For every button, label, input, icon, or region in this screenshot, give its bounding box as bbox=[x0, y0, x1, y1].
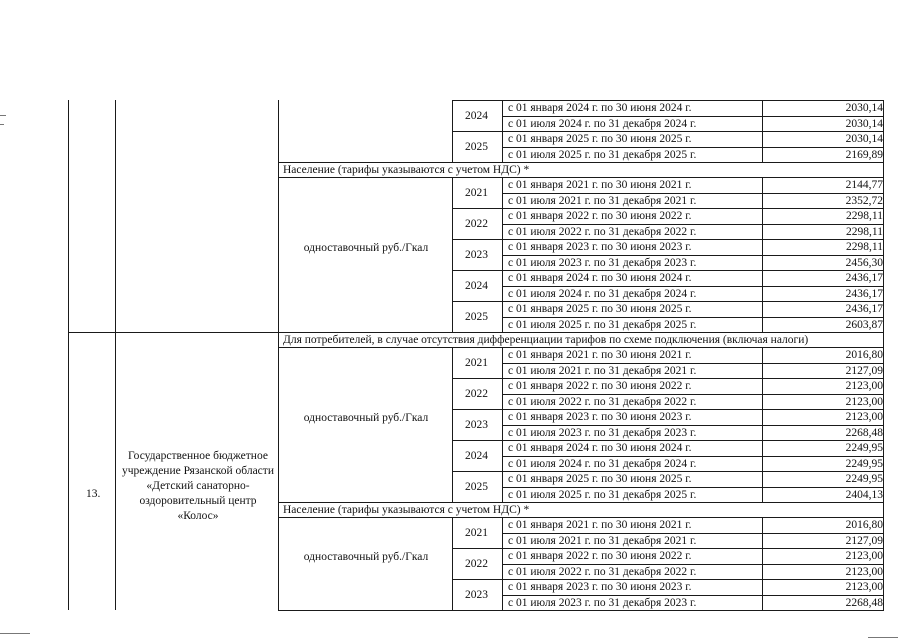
period-cell: с 01 января 2023 г. по 30 июня 2023 г. bbox=[508, 241, 692, 253]
scan-mark bbox=[0, 124, 4, 125]
year-cell: 2025 bbox=[465, 480, 488, 493]
column-rule-year bbox=[452, 347, 453, 502]
period-cell: с 01 января 2022 г. по 30 июня 2022 г. bbox=[508, 550, 692, 562]
column-rule-year bbox=[452, 177, 453, 332]
period-cell: с 01 июля 2024 г. по 31 декабря 2024 г. bbox=[508, 457, 697, 470]
period-cell: с 01 июля 2023 г. по 31 декабря 2023 г. bbox=[508, 426, 697, 439]
year-cell: 2021 bbox=[465, 186, 488, 199]
year-cell: 2023 bbox=[465, 588, 488, 601]
tariff-value-cell: 2268,48 bbox=[845, 596, 883, 609]
year-cell: 2024 bbox=[465, 109, 488, 122]
tariff-value-cell: 2030,14 bbox=[845, 102, 883, 114]
period-cell: с 01 января 2024 г. по 30 июня 2024 г. bbox=[508, 272, 692, 284]
tariff-value-cell: 2144,77 bbox=[845, 179, 883, 191]
year-cell: 2021 bbox=[465, 356, 488, 369]
period-cell: с 01 января 2025 г. по 30 июня 2025 г. bbox=[508, 473, 692, 485]
tariff-value-cell: 2123,00 bbox=[845, 565, 883, 578]
period-cell: с 01 июля 2022 г. по 31 декабря 2022 г. bbox=[508, 395, 697, 408]
year-cell: 2022 bbox=[465, 557, 488, 570]
column-rule-number bbox=[68, 100, 69, 610]
period-cell: с 01 января 2023 г. по 30 июня 2023 г. bbox=[508, 581, 692, 593]
period-cell: с 01 июля 2025 г. по 31 декабря 2025 г. bbox=[508, 148, 697, 161]
row-number-cell: 13. bbox=[86, 488, 101, 500]
period-cell: с 01 января 2021 г. по 30 июня 2021 г. bbox=[508, 349, 692, 361]
period-cell: с 01 июля 2024 г. по 31 декабря 2024 г. bbox=[508, 287, 697, 300]
tariff-value-cell: 2436,17 bbox=[845, 303, 883, 315]
tariff-value-cell: 2436,17 bbox=[845, 287, 883, 300]
tariff-value-cell: 2298,11 bbox=[846, 241, 883, 253]
tariff-value-cell: 2123,00 bbox=[845, 395, 883, 408]
tariff-value-cell: 2030,14 bbox=[845, 117, 883, 130]
year-cell: 2025 bbox=[465, 310, 488, 323]
year-cell: 2023 bbox=[465, 248, 488, 261]
scan-mark bbox=[868, 637, 898, 638]
scan-mark bbox=[0, 115, 6, 116]
column-rule-value bbox=[762, 517, 763, 610]
tariff-method-cell: одноставочный руб./Гкал bbox=[303, 411, 429, 424]
tariff-value-cell: 2352,72 bbox=[845, 194, 883, 207]
tariff-value-cell: 2249,95 bbox=[845, 473, 883, 485]
period-cell: с 01 июля 2025 г. по 31 декабря 2025 г. bbox=[508, 488, 697, 501]
period-cell: с 01 января 2025 г. по 30 июня 2025 г. bbox=[508, 303, 692, 315]
column-rule-period bbox=[502, 177, 503, 332]
year-cell: 2024 bbox=[465, 279, 488, 292]
year-cell: 2023 bbox=[465, 418, 488, 431]
period-cell: с 01 января 2025 г. по 30 июня 2025 г. bbox=[508, 133, 692, 145]
tariff-value-cell: 2127,09 bbox=[845, 534, 883, 547]
tariff-method-cell: одноставочный руб./Гкал bbox=[303, 550, 429, 563]
period-cell: с 01 июля 2021 г. по 31 декабря 2021 г. bbox=[508, 534, 697, 547]
tariff-value-cell: 2603,87 bbox=[845, 318, 883, 331]
column-rule-value bbox=[762, 177, 763, 332]
tariff-value-cell: 2127,09 bbox=[845, 364, 883, 377]
column-rule-period bbox=[502, 517, 503, 610]
year-cell: 2024 bbox=[465, 449, 488, 462]
tariff-value-cell: 2169,89 bbox=[845, 148, 883, 161]
year-cell: 2022 bbox=[465, 387, 488, 400]
tariff-value-cell: 2016,80 bbox=[845, 519, 883, 531]
period-cell: с 01 июля 2025 г. по 31 декабря 2025 г. bbox=[508, 318, 697, 331]
tariff-method-cell: одноставочный руб./Гкал bbox=[303, 241, 429, 254]
column-rule-period bbox=[502, 347, 503, 502]
period-cell: с 01 января 2022 г. по 30 июня 2022 г. bbox=[508, 210, 692, 222]
period-cell: с 01 июля 2023 г. по 31 декабря 2023 г. bbox=[508, 596, 697, 609]
tariff-value-cell: 2123,00 bbox=[845, 380, 883, 392]
organization-name-cell: Государственное бюджетное учреждение Рязанской области «Детский санаторно-оздоровительный центр «Колос» bbox=[122, 450, 274, 522]
section-heading: Население (тарифы указываются с учетом НДС) * bbox=[283, 503, 530, 516]
tariff-value-cell: 2123,00 bbox=[845, 581, 883, 593]
tariff-value-cell: 2030,14 bbox=[845, 133, 883, 145]
tariff-value-cell: 2298,11 bbox=[846, 225, 883, 238]
period-cell: с 01 июля 2021 г. по 31 декабря 2021 г. bbox=[508, 194, 697, 207]
year-cell: 2025 bbox=[465, 140, 488, 153]
tariff-value-cell: 2268,48 bbox=[845, 426, 883, 439]
tariff-value-cell: 2016,80 bbox=[845, 349, 883, 361]
section-heading: Население (тарифы указываются с учетом НДС) * bbox=[283, 163, 530, 176]
tariff-value-cell: 2436,17 bbox=[845, 272, 883, 284]
scan-mark bbox=[0, 633, 30, 634]
column-rule-year bbox=[452, 100, 453, 162]
column-rule-value bbox=[762, 347, 763, 502]
column-rule-year bbox=[452, 517, 453, 610]
column-rule-period bbox=[502, 100, 503, 162]
tariff-value-cell: 2123,00 bbox=[845, 411, 883, 423]
period-cell: с 01 января 2023 г. по 30 июня 2023 г. bbox=[508, 411, 692, 423]
row-separator bbox=[278, 610, 884, 611]
period-cell: с 01 июля 2023 г. по 31 декабря 2023 г. bbox=[508, 256, 697, 269]
period-cell: с 01 января 2021 г. по 30 июня 2021 г. bbox=[508, 179, 692, 191]
period-cell: с 01 января 2024 г. по 30 июня 2024 г. bbox=[508, 102, 692, 114]
tariff-value-cell: 2249,95 bbox=[845, 457, 883, 470]
period-cell: с 01 июля 2022 г. по 31 декабря 2022 г. bbox=[508, 225, 697, 238]
period-cell: с 01 июля 2021 г. по 31 декабря 2021 г. bbox=[508, 364, 697, 377]
tariff-value-cell: 2298,11 bbox=[846, 210, 883, 222]
tariff-value-cell: 2456,30 bbox=[845, 256, 883, 269]
period-cell: с 01 января 2024 г. по 30 июня 2024 г. bbox=[508, 442, 692, 454]
period-cell: с 01 июля 2022 г. по 31 декабря 2022 г. bbox=[508, 565, 697, 578]
section-heading: Для потребителей, в случае отсутствия дифференциации тарифов по схеме подключения (включая налоги) bbox=[283, 333, 809, 346]
period-cell: с 01 июля 2024 г. по 31 декабря 2024 г. bbox=[508, 117, 697, 130]
column-rule-organization bbox=[115, 100, 116, 610]
period-cell: с 01 января 2021 г. по 30 июня 2021 г. bbox=[508, 519, 692, 531]
tariff-value-cell: 2123,00 bbox=[845, 550, 883, 562]
tariff-value-cell: 2249,95 bbox=[845, 442, 883, 454]
period-cell: с 01 января 2022 г. по 30 июня 2022 г. bbox=[508, 380, 692, 392]
year-cell: 2021 bbox=[465, 526, 488, 539]
year-cell: 2022 bbox=[465, 217, 488, 230]
column-rule-value bbox=[762, 100, 763, 162]
tariff-value-cell: 2404,13 bbox=[845, 488, 883, 501]
